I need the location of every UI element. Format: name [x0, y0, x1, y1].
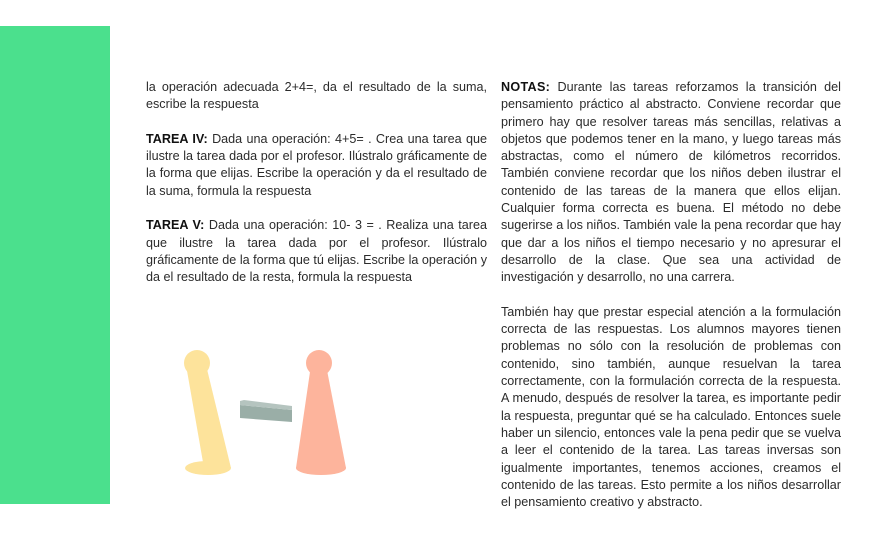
- notes-paragraph: [501, 79, 841, 287]
- notes-label: NOTAS:: [501, 80, 551, 94]
- notes-paragraph-2: También hay que prestar especial atención a la formulación correcta de las respuestas. Los alumnos mayores tienen problemas no sólo con la resolución de problemas con contenido, sino también, aunque resuelvan la tarea correctamente, con la formulación correcta de la respuesta. A menudo, después de resolver la tarea, es importante pedir la respuesta, preguntar qué se ha calculado. Entonces suele haber un silencio, entonces vale la pena pedir que se vuelva a leer el contenido de la tarea. Las tareas inversas son igualmente importantes, tenemos acciones, creamos el contenido de las tareas. Esto permite a los niños desarrollar el pensamiento creativo y abstracto.: [501, 304, 841, 510]
- left-pawn-icon: [184, 350, 231, 475]
- accent-bar: [0, 26, 110, 504]
- block-icon: [240, 400, 292, 422]
- task-5-label: TAREA V:: [146, 218, 205, 233]
- paragraph-intro: la operación adecuada 2+4=, da el resultado de la suma, escribe la respuesta: [146, 80, 487, 112]
- task-5-text: Dada una operación: 10- 3 = . Realiza una tarea que ilustre la tarea dada por el profesor. Ilústralo gráficamente de la forma que tú elijas. Escribe la operación y da el resultado de la resta, formula la respuesta: [146, 218, 488, 285]
- two-pawns-and-block-illustration: [176, 345, 356, 480]
- right-column: [501, 79, 841, 529]
- task-4-label: TAREA IV:: [146, 131, 208, 146]
- task-5: [146, 217, 487, 286]
- notes-text: Durante las tareas reforzamos la transición del pensamiento práctico al abstracto. Conviene recordar que primero hay que resolver tareas más sencillas, relativas a objetos que podemos tener en la mano, y luego tareas más abstractas, como el número de kilómetros recorridos. También conviene recordar que los niños deben ilustrar el contenido de las tareas de la manera que ellos elijan. Cualquier forma correcta es buena. El método no debe sugerirse a los niños. También vale la pena recordar que hay que dar a los niños el tiempo necesario y no apresurar el desarrollo de la clase. Que sea una actividad de investigación y desarrollo, no una carrera.: [501, 80, 841, 285]
- task-4: [146, 131, 487, 200]
- left-column: [146, 79, 487, 304]
- illustration-svg: [176, 345, 356, 480]
- right-pawn-icon: [296, 350, 346, 475]
- task-4-text: Dada una operación: 4+5= . Crea una tarea que ilustre la tarea dada por el profesor. Ilústralo gráficamente de la forma que elijas. Escribe la operación y da el resultado de la suma, formula la respuesta: [146, 131, 487, 198]
